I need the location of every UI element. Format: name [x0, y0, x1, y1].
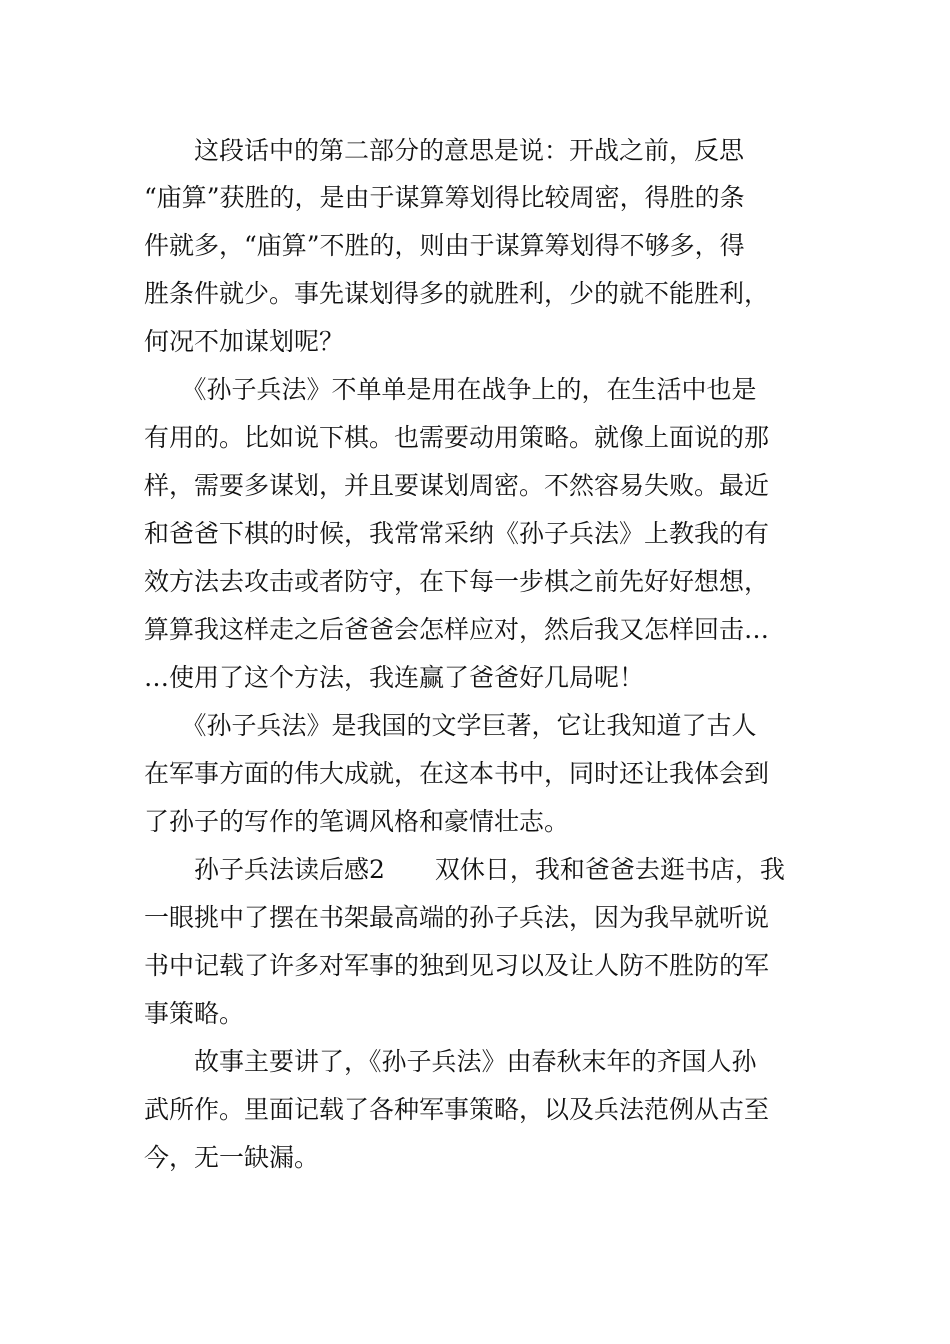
text-line: 武所作。里面记载了各种军事策略，以及兵法范例从古至: [144, 1095, 770, 1124]
text-line: 今，无一缺漏。: [144, 1143, 320, 1172]
text-line: 这段话中的第二部分的意思是说：开战之前，反思: [144, 136, 745, 165]
text-line: 有用的。比如说下棋。也需要动用策略。就像上面说的那: [144, 423, 770, 452]
text-line: 《孙子兵法》不单单是用在战争上的，在生活中也是: [144, 375, 757, 404]
text-line: 《孙子兵法》是我国的文学巨著，它让我知道了古人: [144, 711, 757, 740]
text-line: 故事主要讲了，《孙子兵法》由春秋末年的齐国人孙: [144, 1047, 757, 1076]
text-line: 和爸爸下棋的时候，我常常采纳《孙子兵法》上教我的有: [144, 519, 770, 548]
text-line: 胜条件就少。事先谋划得多的就胜利，少的就不能胜利，: [144, 279, 770, 308]
text-line: …使用了这个方法，我连赢了爸爸好几局呢！: [144, 663, 645, 692]
text-line: 样，需要多谋划，并且要谋划周密。不然容易失败。最近: [144, 471, 770, 500]
text-line: 了孙子的写作的笔调风格和豪情壮志。: [144, 807, 570, 836]
text-line: 何况不加谋划呢？: [144, 327, 345, 356]
text-line: 件就多，“庙算”不胜的，则由于谋算筹划得不够多，得: [144, 231, 745, 260]
text-line: 一眼挑中了摆在书架最高端的孙子兵法，因为我早就听说: [144, 903, 770, 932]
text-line: 效方法去攻击或者防守，在下每一步棋之前先好好想想，: [144, 567, 770, 596]
text-line: 在军事方面的伟大成就，在这本书中，同时还让我体会到: [144, 759, 770, 788]
text-line: 书中记载了许多对军事的独到见习以及让人防不胜防的军: [144, 951, 770, 980]
text-line: “庙算”获胜的，是由于谋算筹划得比较周密，得胜的条: [144, 183, 745, 212]
text-line: 事策略。: [144, 999, 245, 1028]
text-line: 算算我这样走之后爸爸会怎样应对，然后我又怎样回击…: [144, 615, 770, 644]
text-line: 孙子兵法读后感2 双休日，我和爸爸去逛书店，我: [144, 855, 785, 884]
